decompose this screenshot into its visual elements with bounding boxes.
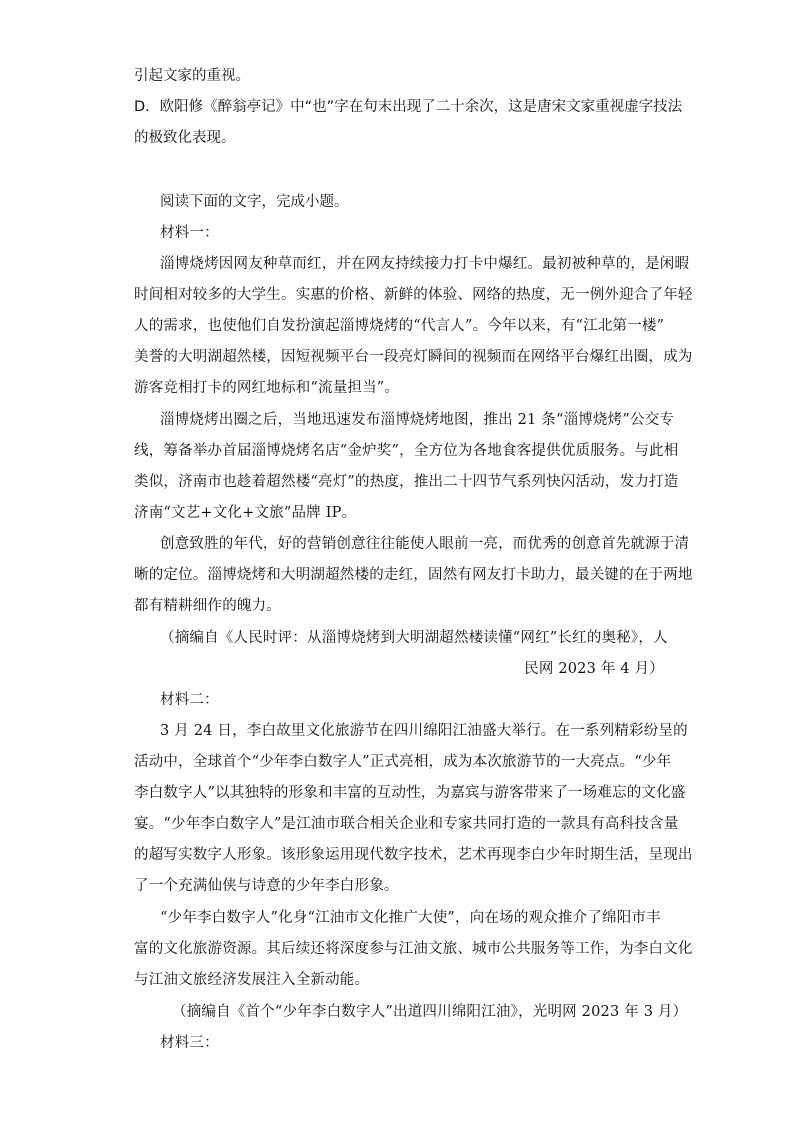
text-line: 引起文家的重视。: [134, 68, 250, 84]
paragraph-line: 与江油文旅经济发展注入全新动能。: [134, 972, 370, 988]
paragraph-line: 宴。“少年李白数字人”是江油市联合相关企业和专家共同打造的一款具有高科技含量: [134, 816, 679, 832]
source-citation: 民网 2023 年 4 月）: [524, 661, 664, 677]
paragraph-line: 线，筹备举办首届淄博烧烤名店“金炉奖”，全方位为各地食客提供优质服务。与此相: [134, 443, 679, 459]
paragraph-line: 了一个充满仙侠与诗意的少年李白形象。: [134, 878, 399, 894]
paragraph-line: 李白数字人”以其独特的形象和丰富的互动性，为嘉宾与游客带来了一场难忘的文化盛: [134, 785, 686, 801]
text-line: 的极致化表现。: [134, 130, 236, 146]
paragraph-line: 游客竞相打卡的网红地标和“流量担当”。: [134, 380, 400, 396]
option-d-line: D．欧阳修《醉翁亭记》中“也”字在句末出现了二十余次，这是唐宋文家重视虚字技法: [134, 99, 683, 115]
paragraph-line: 3 月 24 日，李白故里文化旅游节在四川绵阳江油盛大举行。在一系列精彩纷呈的: [160, 723, 688, 739]
paragraph-line: 富的文化旅游资源。其后续还将深度参与江油文旅、城市公共服务等工作，为李白文化: [134, 941, 693, 957]
paragraph-line: 美誉的大明湖超然楼，因短视频平台一段亮灯瞬间的视频而在网络平台爆红出圈，成为: [134, 349, 693, 365]
paragraph-line: 晰的定位。淄博烧烤和大明湖超然楼的走红，固然有网友打卡助力，最关键的在于两地: [134, 567, 693, 583]
paragraph-line: 淄博烧烤出圈之后，当地迅速发布淄博烧烤地图，推出 21 条“淄博烧烤”公交专: [160, 412, 675, 428]
paragraph-line: 淄博烧烤因网友种草而红，并在网友持续接力打卡中爆红。最初被种草的，是闲暇: [160, 256, 690, 272]
paragraph-line: 活动中，全球首个“少年李白数字人”正式亮相，成为本次旅游节的一大亮点。“少年: [134, 754, 672, 770]
instruction: 阅读下面的文字，完成小题。: [160, 194, 349, 210]
paragraph-line: 创意致胜的年代，好的营销创意往往能使人眼前一亮，而优秀的创意首先就源于清: [160, 536, 690, 552]
paragraph-line: 的超写实数字人形象。该形象运用现代数字技术，艺术再现李白少年时期生活，呈现出: [134, 847, 693, 863]
paragraph-line: 都有精耕细作的魄力。: [134, 598, 281, 614]
paragraph-line: 类似，济南市也趁着超然楼“亮灯”的热度，推出二十四节气系列快闪活动，发力打造: [134, 474, 679, 490]
material-one-title: 材料一：: [160, 225, 219, 241]
paragraph-line: 人的需求，也使他们自发扮演起淄博烧烤的“代言人”。今年以来，有“江北第一楼”: [134, 318, 665, 334]
source-citation: （摘编自《人民时评：从淄博烧烤到大明湖超然楼读懂“网红”长红的奥秘》，人: [160, 630, 668, 646]
source-citation: （摘编自《首个“少年李白数字人”出道四川绵阳江油》，光明网 2023 年 3 月）: [172, 1004, 688, 1020]
material-two-title: 材料二：: [160, 692, 219, 708]
material-three-title: 材料三：: [160, 1035, 219, 1051]
paragraph-line: “少年李白数字人”化身“江油市文化推广大使”，向在场的观众推介了绵阳市丰: [160, 910, 661, 926]
paragraph-line: 济南“文艺+文化+文旅”品牌 IP。: [134, 505, 357, 521]
paragraph-line: 时间相对较多的大学生。实惠的价格、新鲜的体验、网络的热度，无一例外迎合了年轻: [134, 287, 693, 303]
